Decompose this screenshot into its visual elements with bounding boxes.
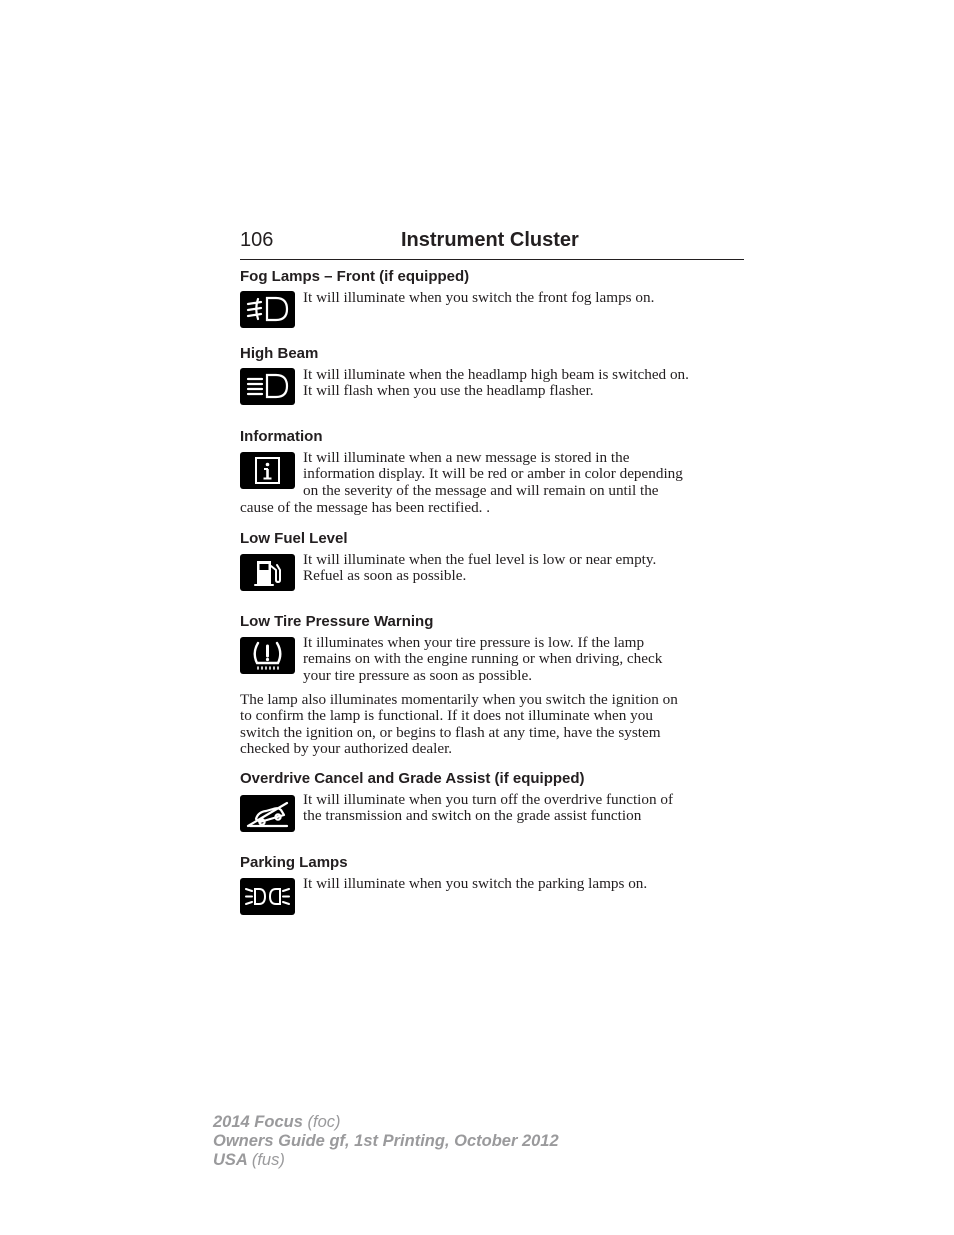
front-fog-lamp-icon [240,291,295,328]
body-line: the transmission and switch on the grade assist function [303,807,642,825]
body-line: It will illuminate when the fuel level is low or near empty. [303,551,657,568]
body-line: Refuel as soon as possible. [303,567,467,585]
body-line: It will illuminate when you switch the front fog lamps on. [303,289,655,306]
section-heading: Fog Lamps – Front (if equipped) [240,268,470,285]
section-heading: Information [240,428,323,445]
footer [213,1113,559,1170]
section-heading: Overdrive Cancel and Grade Assist (if equipped) [240,770,585,787]
body-line: It illuminates when your tire pressure is low. If the lamp [303,634,645,651]
section-heading: Parking Lamps [240,854,348,871]
section-heading: Low Tire Pressure Warning [240,613,434,630]
fuel-pump-icon [240,554,295,591]
section-parking-lamps [240,854,744,892]
section-heading: Low Fuel Level [240,530,348,547]
high-beam-icon [240,368,295,405]
body-line: It will illuminate when the headlamp high beam is switched on. [303,366,689,383]
section-fog-lamps [240,268,744,306]
body-line: It will illuminate when a new message is stored in the [303,449,630,466]
body-line: remains on with the engine running or when driving, check [303,650,663,668]
section-low-tire-pressure [240,613,744,758]
body-line: cause of the message has been rectified. . [240,499,491,516]
body-line: to confirm the lamp is functional. If it does not illuminate when you [240,707,653,725]
footer-line: USA (fus) [213,1151,285,1169]
section-low-fuel [240,530,744,585]
footer-line: 2014 Focus (foc) [213,1113,341,1131]
section-information [240,428,744,516]
body-line: on the severity of the message and will remain on until the [303,481,659,499]
body-line: checked by your authorized dealer. [240,740,453,758]
section-high-beam [240,345,744,400]
section-heading: High Beam [240,345,319,362]
body-line: your tire pressure as soon as possible. [303,666,533,684]
body-line: It will flash when you use the headlamp flasher. [303,382,594,400]
parking-lamps-icon [240,878,295,915]
body-line: The lamp also illuminates momentarily when you switch the ignition on [240,691,678,708]
body-line: switch the ignition on, or begins to flash at any time, have the system [240,723,661,741]
page-header [240,229,744,260]
grade-assist-icon [240,795,295,832]
section-title: Instrument Cluster [401,229,579,251]
footer-line: Owners Guide gf, 1st Printing, October 2012 [213,1132,559,1150]
body-line: It will illuminate when you turn off the overdrive function of [303,791,674,808]
body-line: It will illuminate when you switch the parking lamps on. [303,875,648,892]
section-overdrive-grade-assist [240,770,744,825]
body-line: information display. It will be red or amber in color depending [303,465,683,483]
information-icon [240,452,295,489]
tire-pressure-icon [240,637,295,674]
page-number: 106 [240,229,274,251]
